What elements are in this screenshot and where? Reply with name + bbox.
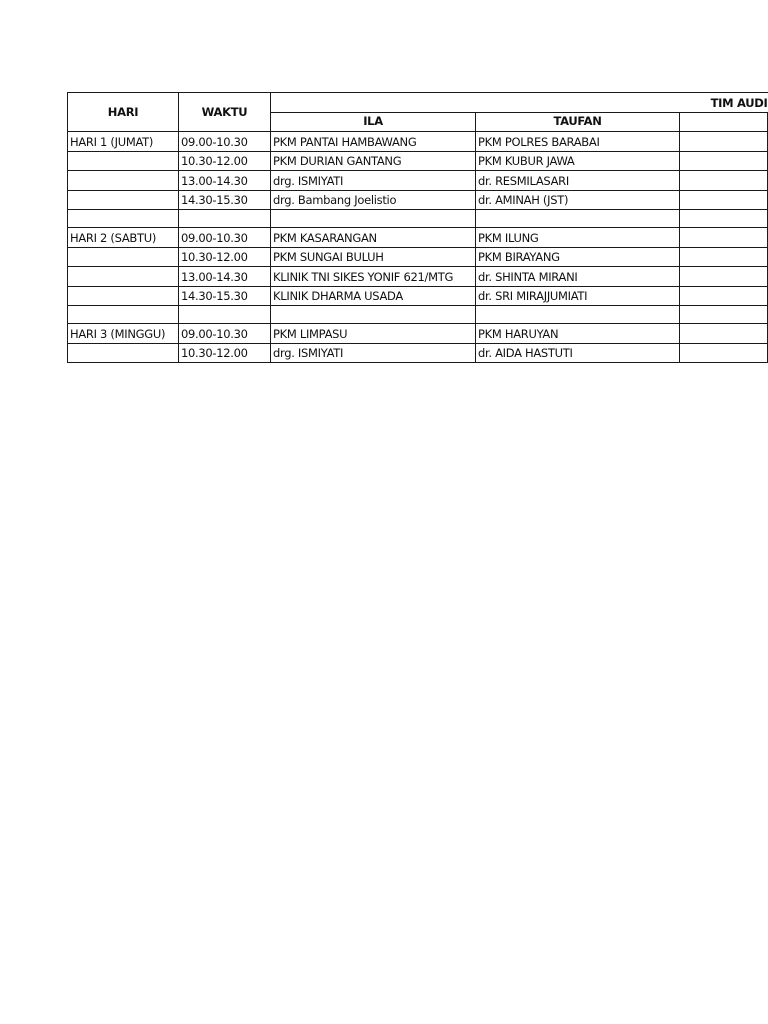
cell-taufan[interactable]: PKM KUBUR JAWA [476, 151, 680, 171]
cell-extra[interactable] [680, 267, 768, 287]
schedule-table-body [68, 93, 768, 363]
cell-waktu[interactable]: 14.30-15.30 [179, 286, 271, 306]
cell-hari[interactable] [68, 343, 179, 363]
group-header-tim-audit: TIM AUDI [271, 93, 768, 113]
spreadsheet-viewport [67, 92, 768, 365]
cell-ila[interactable]: PKM PANTAI HAMBAWANG [271, 132, 476, 152]
schedule-row [68, 247, 768, 267]
schedule-row [68, 286, 768, 306]
cell-ila[interactable]: KLINIK DHARMA USADA [271, 286, 476, 306]
cell-extra[interactable] [680, 247, 768, 267]
header-row-top [68, 93, 768, 113]
cell-ila[interactable] [271, 306, 476, 324]
cell-taufan[interactable]: PKM BIRAYANG [476, 247, 680, 267]
schedule-row [68, 343, 768, 363]
cell-taufan[interactable]: dr. AMINAH (JST) [476, 190, 680, 210]
cell-taufan[interactable]: dr. AIDA HASTUTI [476, 343, 680, 363]
cell-waktu[interactable] [179, 210, 271, 228]
cell-hari[interactable] [68, 247, 179, 267]
cell-hari[interactable] [68, 151, 179, 171]
column-header-ila: ILA [271, 112, 476, 132]
cell-ila[interactable]: drg. ISMIYATI [271, 343, 476, 363]
cell-hari[interactable] [68, 171, 179, 191]
cell-taufan[interactable]: dr. SRI MIRAJJUMIATI [476, 286, 680, 306]
cell-waktu[interactable]: 14.30-15.30 [179, 190, 271, 210]
cell-taufan[interactable]: PKM ILUNG [476, 228, 680, 248]
column-header-taufan: TAUFAN [476, 112, 680, 132]
cell-hari[interactable] [68, 306, 179, 324]
schedule-table [67, 92, 768, 363]
spacer-row [68, 210, 768, 228]
column-header-extra [680, 112, 768, 132]
cell-hari[interactable]: HARI 3 (MINGGU) [68, 324, 179, 344]
cell-waktu[interactable]: 10.30-12.00 [179, 151, 271, 171]
schedule-row [68, 190, 768, 210]
cell-ila[interactable]: drg. ISMIYATI [271, 171, 476, 191]
schedule-row [68, 324, 768, 344]
cell-ila[interactable] [271, 210, 476, 228]
cell-extra[interactable] [680, 306, 768, 324]
cell-taufan[interactable]: dr. RESMILASARI [476, 171, 680, 191]
cell-waktu[interactable]: 13.00-14.30 [179, 267, 271, 287]
cell-extra[interactable] [680, 151, 768, 171]
cell-hari[interactable]: HARI 1 (JUMAT) [68, 132, 179, 152]
cell-taufan[interactable]: dr. SHINTA MIRANI [476, 267, 680, 287]
cell-ila[interactable]: PKM LIMPASU [271, 324, 476, 344]
cell-ila[interactable]: PKM DURIAN GANTANG [271, 151, 476, 171]
schedule-row [68, 151, 768, 171]
cell-waktu[interactable]: 13.00-14.30 [179, 171, 271, 191]
cell-extra[interactable] [680, 228, 768, 248]
cell-hari[interactable] [68, 286, 179, 306]
cell-extra[interactable] [680, 343, 768, 363]
cell-taufan[interactable] [476, 306, 680, 324]
cell-extra[interactable] [680, 171, 768, 191]
cell-waktu[interactable]: 09.00-10.30 [179, 228, 271, 248]
schedule-row [68, 132, 768, 152]
cell-extra[interactable] [680, 210, 768, 228]
cell-waktu[interactable]: 10.30-12.00 [179, 343, 271, 363]
cell-extra[interactable] [680, 324, 768, 344]
cell-ila[interactable]: KLINIK TNI SIKES YONIF 621/MTG [271, 267, 476, 287]
cell-hari[interactable] [68, 210, 179, 228]
schedule-row [68, 228, 768, 248]
column-header-waktu: WAKTU [179, 93, 271, 132]
cell-hari[interactable] [68, 267, 179, 287]
cell-waktu[interactable]: 09.00-10.30 [179, 324, 271, 344]
cell-ila[interactable]: PKM SUNGAI BULUH [271, 247, 476, 267]
cell-taufan[interactable]: PKM HARUYAN [476, 324, 680, 344]
cell-taufan[interactable]: PKM POLRES BARABAI [476, 132, 680, 152]
cell-hari[interactable] [68, 190, 179, 210]
spacer-row [68, 306, 768, 324]
cell-extra[interactable] [680, 132, 768, 152]
cell-waktu[interactable]: 10.30-12.00 [179, 247, 271, 267]
cell-extra[interactable] [680, 286, 768, 306]
cell-taufan[interactable] [476, 210, 680, 228]
cell-hari[interactable]: HARI 2 (SABTU) [68, 228, 179, 248]
schedule-row [68, 267, 768, 287]
cell-extra[interactable] [680, 190, 768, 210]
cell-ila[interactable]: drg. Bambang Joelistio [271, 190, 476, 210]
schedule-row [68, 171, 768, 191]
cell-ila[interactable]: PKM KASARANGAN [271, 228, 476, 248]
cell-waktu[interactable]: 09.00-10.30 [179, 132, 271, 152]
column-header-hari: HARI [68, 93, 179, 132]
cell-waktu[interactable] [179, 306, 271, 324]
